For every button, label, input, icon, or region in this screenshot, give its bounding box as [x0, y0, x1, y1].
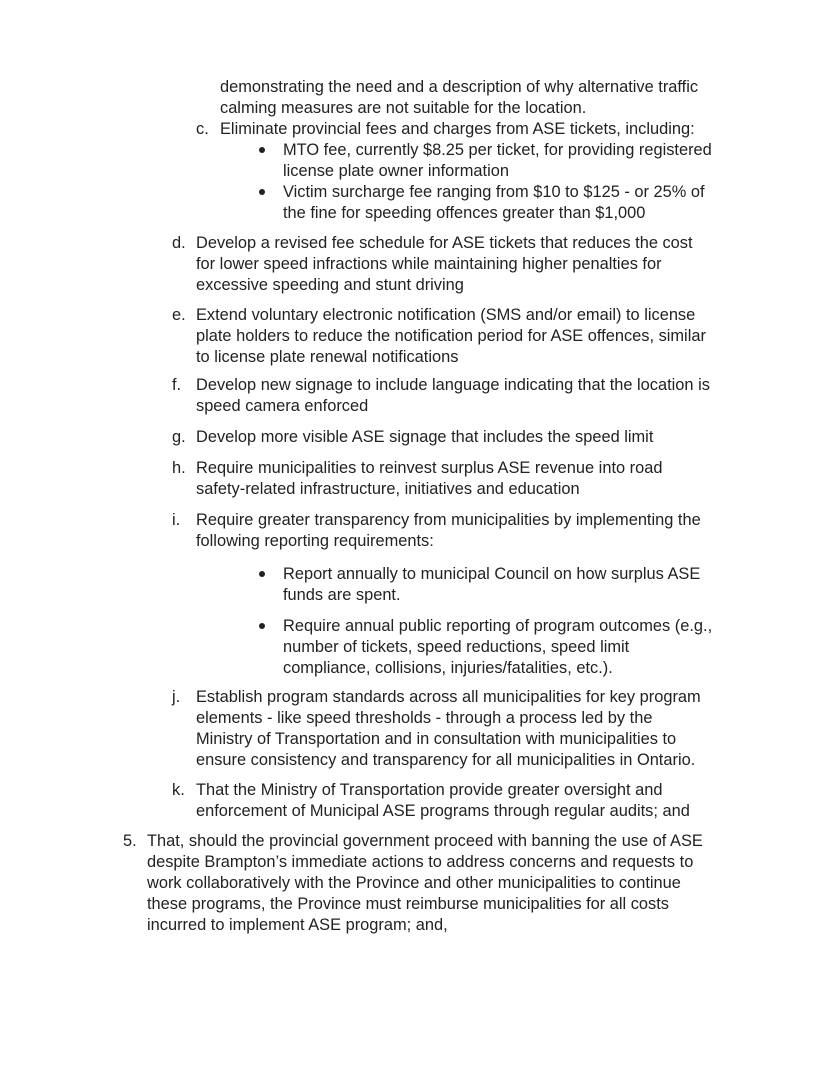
text-line: Eliminate provincial fees and charges from ASE tickets, including:	[220, 120, 695, 138]
list-marker-g: g.	[172, 428, 186, 446]
text-line: Develop new signage to include language indicating that the location is	[196, 376, 710, 394]
list-item-c	[220, 119, 695, 140]
list-item-c-bullet-1	[283, 140, 712, 182]
list-marker-d: d.	[172, 234, 186, 252]
bullet-icon	[259, 147, 265, 153]
list-marker-e: e.	[172, 306, 186, 324]
text-line: MTO fee, currently $8.25 per ticket, for providing registered	[283, 141, 712, 159]
list-item-i-bullet-1	[283, 564, 700, 606]
text-line: speed camera enforced	[196, 397, 369, 415]
list-item-i	[196, 510, 701, 552]
text-line: these programs, the Province must reimburse municipalities for all costs	[147, 895, 669, 913]
text-line: plate holders to reduce the notification period for ASE offences, similar	[196, 327, 706, 345]
list-marker-5: 5.	[123, 832, 137, 850]
text-line: Victim surcharge fee ranging from $10 to $125 - or 25% of	[283, 183, 705, 201]
list-item-d	[196, 233, 693, 296]
text-line: Report annually to municipal Council on how surplus ASE	[283, 565, 701, 583]
list-item-f	[196, 375, 710, 417]
text-line: funds are spent.	[283, 586, 401, 604]
text-line: to license plate renewal notifications	[196, 348, 459, 366]
list-item-h	[196, 458, 662, 500]
text-line: enforcement of Municipal ASE programs through regular audits; and	[196, 802, 690, 820]
text-line: Require greater transparency from municipalities by implementing the	[196, 511, 701, 529]
text-line: excessive speeding and stunt driving	[196, 276, 464, 294]
text-line: That the Ministry of Transportation provide greater oversight and	[196, 781, 663, 799]
text-line: number of tickets, speed reductions, speed limit	[283, 638, 630, 656]
list-item-c-bullet-2	[283, 182, 705, 224]
text-line: Establish program standards across all municipalities for key program	[196, 688, 701, 706]
list-item-e	[196, 305, 706, 368]
text-line: work collaboratively with the Province and other municipalities to continue	[147, 874, 681, 892]
text-line: incurred to implement ASE program; and,	[147, 916, 448, 934]
list-marker-f: f.	[172, 376, 182, 394]
list-marker-c: c.	[196, 120, 209, 138]
list-marker-k: k.	[172, 781, 185, 799]
text-line: That, should the provincial government proceed with banning the use of ASE	[147, 832, 703, 850]
list-item-j	[196, 687, 701, 771]
bullet-icon	[259, 623, 265, 629]
text-line: Ministry of Transportation and in consultation with municipalities to	[196, 730, 677, 748]
text-line: Extend voluntary electronic notification (SMS and/or email) to license	[196, 306, 696, 324]
text-line: for lower speed infractions while maintaining higher penalties for	[196, 255, 662, 273]
text-line: following reporting requirements:	[196, 532, 434, 550]
text-line: Develop a revised fee schedule for ASE tickets that reduces the cost	[196, 234, 693, 252]
item-b-continuation	[220, 77, 698, 119]
list-marker-j: j.	[172, 688, 181, 706]
text-line: calming measures are not suitable for the location.	[220, 99, 587, 117]
list-marker-h: h.	[172, 459, 186, 477]
bullet-icon	[259, 571, 265, 577]
list-item-k	[196, 780, 690, 822]
text-line: the fine for speeding offences greater than $1,000	[283, 204, 646, 222]
list-item-g	[196, 427, 653, 448]
text-line: Require municipalities to reinvest surplus ASE revenue into road	[196, 459, 663, 477]
text-line: ensure consistency and transparency for all municipalities in Ontario.	[196, 751, 696, 769]
text-line: safety-related infrastructure, initiatives and education	[196, 480, 580, 498]
list-marker-i: i.	[172, 511, 181, 529]
text-line: compliance, collisions, injuries/fatalities, etc.).	[283, 659, 613, 677]
bullet-icon	[259, 189, 265, 195]
text-line: despite Brampton’s immediate actions to address concerns and requests to	[147, 853, 694, 871]
text-line: elements - like speed thresholds - through a process led by the	[196, 709, 653, 727]
text-line: Require annual public reporting of program outcomes (e.g.,	[283, 617, 713, 635]
list-item-5	[147, 831, 703, 936]
list-item-i-bullet-2	[283, 616, 712, 679]
text-line: Develop more visible ASE signage that includes the speed limit	[196, 428, 654, 446]
text-line: license plate owner information	[283, 162, 509, 180]
text-line: demonstrating the need and a description of why alternative traffic	[220, 78, 699, 96]
